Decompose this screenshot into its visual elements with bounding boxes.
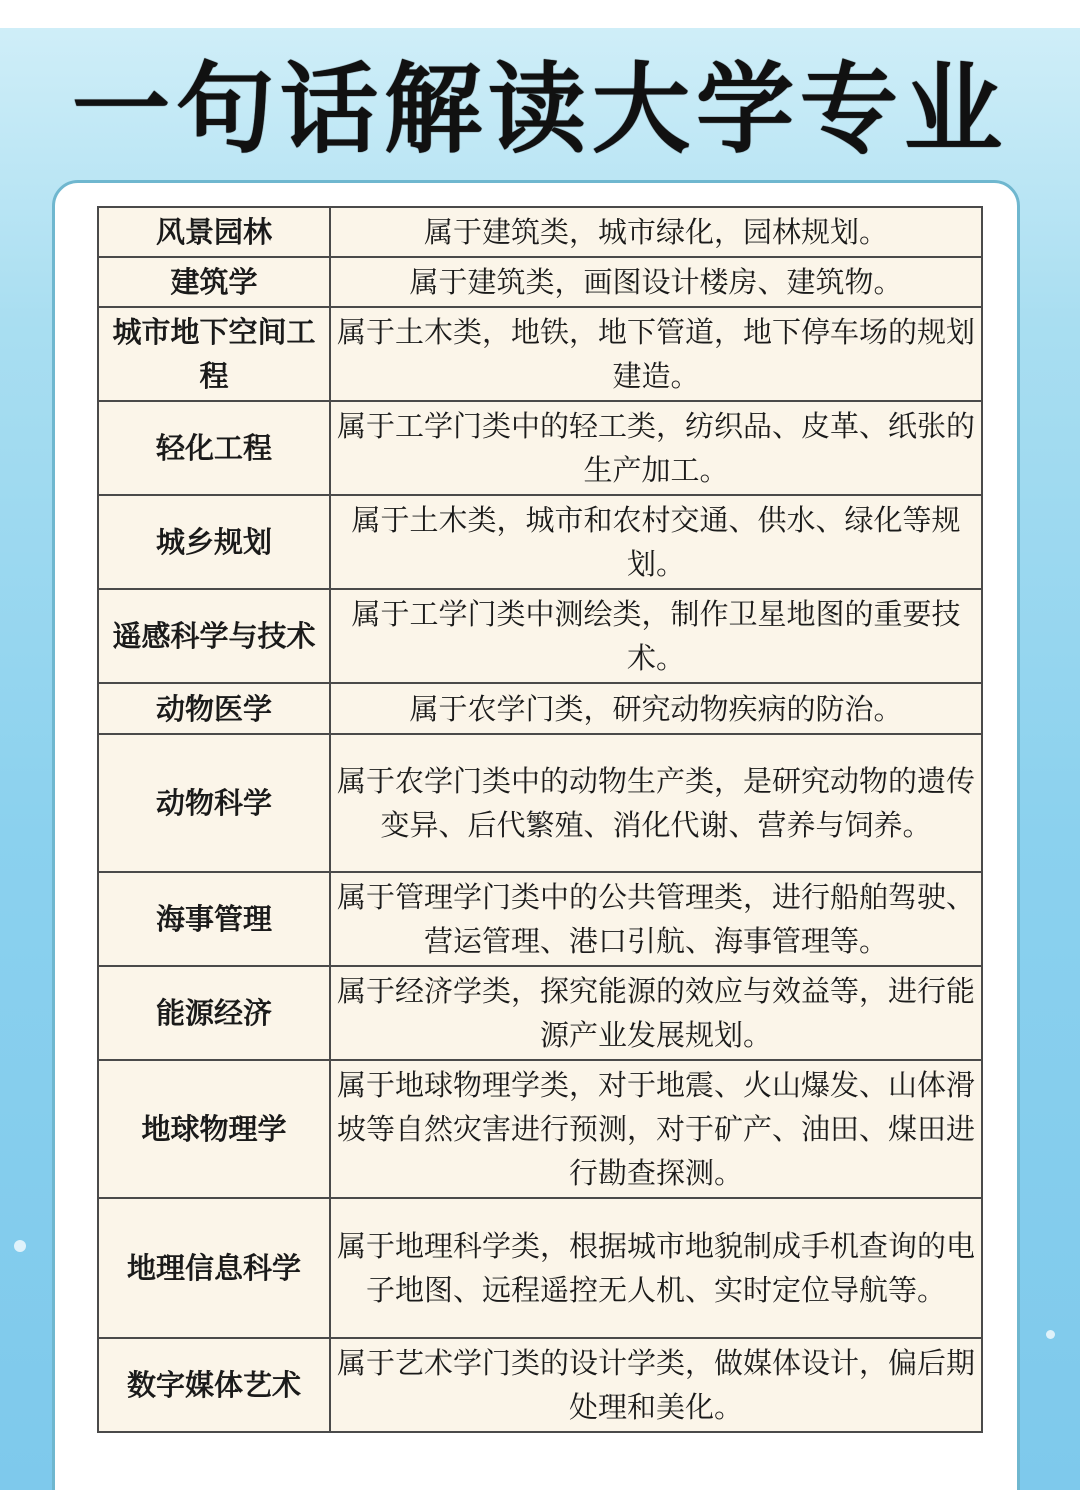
major-name: 地球物理学 [98,1060,330,1198]
major-name: 海事管理 [98,872,330,966]
major-description: 属于工学门类中测绘类，制作卫星地图的重要技术。 [330,589,982,683]
table-row [98,1198,982,1338]
major-description: 属于地球物理学类，对于地震、火山爆发、山体滑坡等自然灾害进行预测，对于矿产、油田、煤田进行勘查探测。 [330,1060,982,1198]
major-name: 建筑学 [98,257,330,307]
bokeh-dot [1046,1330,1055,1339]
major-name: 动物科学 [98,734,330,872]
major-description: 属于土木类，城市和农村交通、供水、绿化等规划。 [330,495,982,589]
major-name: 动物医学 [98,683,330,734]
major-name: 数字媒体艺术 [98,1338,330,1432]
major-description: 属于建筑类，画图设计楼房、建筑物。 [330,257,982,307]
major-name: 地理信息科学 [98,1198,330,1338]
major-description: 属于管理学门类中的公共管理类，进行船舶驾驶、营运管理、港口引航、海事管理等。 [330,872,982,966]
major-description: 属于工学门类中的轻工类，纺织品、皮革、纸张的生产加工。 [330,401,982,495]
page-title: 一句话解读大学专业 [71,53,1008,167]
major-description: 属于艺术学门类的设计学类，做媒体设计，偏后期处理和美化。 [330,1338,982,1432]
table-row [98,872,982,966]
majors-table [97,206,983,1433]
bokeh-dot [14,1240,26,1252]
major-name: 轻化工程 [98,401,330,495]
table-row [98,1338,982,1432]
major-name: 能源经济 [98,966,330,1060]
major-name: 遥感科学与技术 [98,589,330,683]
table-row [98,589,982,683]
table-row [98,307,982,401]
major-name: 风景园林 [98,207,330,257]
major-description: 属于地理科学类，根据城市地貌制成手机查询的电子地图、远程遥控无人机、实时定位导航等。 [330,1198,982,1338]
table-row [98,1060,982,1198]
table-row [98,734,982,872]
table-row [98,257,982,307]
major-name: 城乡规划 [98,495,330,589]
table-row [98,495,982,589]
table-row [98,966,982,1060]
major-name: 城市地下空间工程 [98,307,330,401]
major-description: 属于农学门类中的动物生产类，是研究动物的遗传变异、后代繁殖、消化代谢、营养与饲养。 [330,734,982,872]
table-row [98,683,982,734]
major-description: 属于土木类，地铁，地下管道，地下停车场的规划建造。 [330,307,982,401]
major-description: 属于经济学类，探究能源的效应与效益等，进行能源产业发展规划。 [330,966,982,1060]
major-description: 属于建筑类，城市绿化，园林规划。 [330,207,982,257]
table-row [98,401,982,495]
table-row [98,207,982,257]
major-description: 属于农学门类，研究动物疾病的防治。 [330,683,982,734]
